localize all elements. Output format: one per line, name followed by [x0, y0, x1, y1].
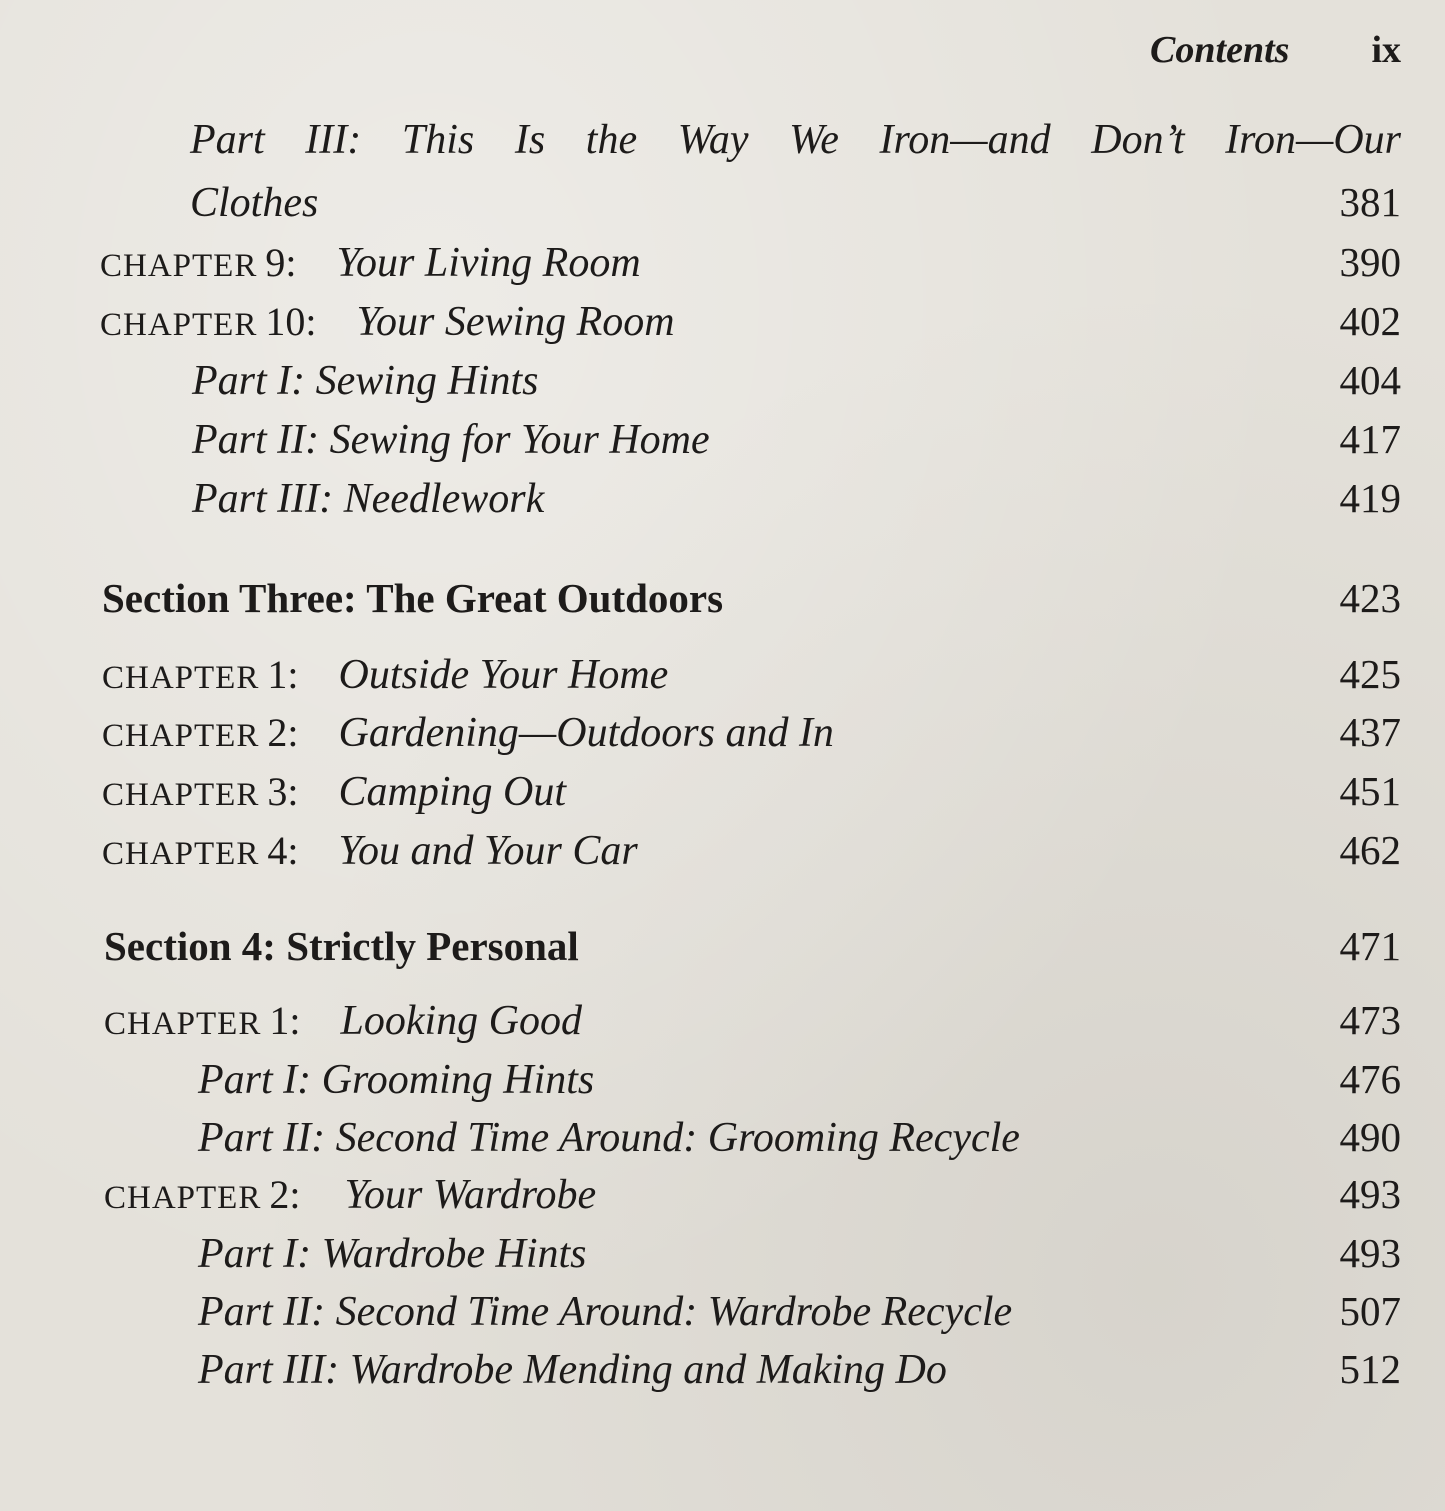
toc-page-number: 404	[1339, 357, 1401, 403]
chapter-label: CHAPTER	[102, 777, 260, 813]
toc-section-three	[0, 574, 1401, 630]
toc-page-number: 381	[1339, 179, 1401, 225]
toc-section-four	[0, 922, 1401, 978]
chapter-number: 4:	[267, 828, 299, 873]
toc-page-number: 423	[1339, 575, 1401, 621]
page-header	[1150, 28, 1401, 72]
toc-part-iron-line2	[0, 178, 1401, 234]
toc-page-number: 507	[1339, 1288, 1401, 1334]
toc-page-number: 451	[1339, 768, 1401, 814]
chapter-label: CHAPTER	[100, 248, 258, 284]
part-title: Part I: Sewing Hints	[192, 358, 539, 404]
toc-part-sewing-home	[0, 415, 1401, 471]
toc-page-number: 476	[1339, 1056, 1401, 1102]
toc-page-number: 473	[1339, 997, 1401, 1043]
toc-page-number: 493	[1339, 1230, 1401, 1276]
section-title: Section 4: Strictly Personal	[104, 923, 579, 969]
toc-page-number: 417	[1339, 416, 1401, 462]
chapter-number: 2:	[269, 1172, 301, 1217]
toc-part-wardrobe-hints	[0, 1229, 1401, 1285]
toc-s3-chapter-1	[0, 650, 1401, 706]
part-title: Part III: Needlework	[192, 476, 545, 522]
toc-page-number: 493	[1339, 1171, 1401, 1217]
toc-part-sewing-hints	[0, 356, 1401, 412]
toc-part-grooming-recycle	[0, 1113, 1401, 1169]
part-title: Clothes	[190, 180, 319, 226]
chapter-label: CHAPTER	[104, 1006, 262, 1042]
chapter-label: CHAPTER	[100, 307, 258, 343]
page-number: ix	[1371, 29, 1401, 71]
chapter-number: 2:	[267, 710, 299, 755]
toc-page-number: 462	[1339, 827, 1401, 873]
part-title: Part I: Grooming Hints	[198, 1057, 595, 1103]
toc-page-number: 390	[1339, 239, 1401, 285]
part-title: Part II: Second Time Around: Grooming Recycle	[198, 1115, 1020, 1161]
toc-s4-chapter-1	[0, 996, 1401, 1052]
toc-part-iron-line1: Part III: This Is the Way We Iron—and Don’t Iron—Our	[190, 117, 1401, 163]
toc-chapter-9	[0, 238, 1401, 294]
toc-s3-chapter-2	[0, 708, 1401, 764]
toc-page-number: 425	[1339, 651, 1401, 697]
toc-page-number: 512	[1339, 1346, 1401, 1392]
chapter-number: 3:	[267, 769, 299, 814]
toc-page-number: 402	[1339, 298, 1401, 344]
chapter-title: Your Wardrobe	[344, 1172, 597, 1218]
part-title: Part II: Second Time Around: Wardrobe Recycle	[198, 1289, 1013, 1335]
part-title: Part I: Wardrobe Hints	[198, 1231, 587, 1277]
chapter-title: You and Your Car	[338, 828, 638, 874]
running-title: Contents	[1150, 29, 1290, 71]
toc-part-wardrobe-mending	[0, 1345, 1401, 1401]
toc-page-number: 419	[1339, 475, 1401, 521]
chapter-title: Gardening—Outdoors and In	[338, 710, 834, 756]
chapter-label: CHAPTER	[104, 1180, 262, 1216]
chapter-title: Camping Out	[338, 769, 566, 815]
toc-s4-chapter-2	[0, 1170, 1401, 1226]
chapter-number: 1:	[269, 998, 301, 1043]
chapter-label: CHAPTER	[102, 718, 260, 754]
toc-s3-chapter-4	[0, 826, 1401, 882]
chapter-label: CHAPTER	[102, 660, 260, 696]
toc-page-number: 471	[1339, 923, 1401, 969]
chapter-title: Outside Your Home	[338, 652, 669, 698]
chapter-number: 10:	[265, 299, 317, 344]
chapter-title: Your Living Room	[336, 240, 641, 286]
chapter-number: 9:	[265, 240, 297, 285]
part-title: Part II: Sewing for Your Home	[192, 417, 710, 463]
chapter-title: Looking Good	[340, 998, 582, 1044]
chapter-title: Your Sewing Room	[356, 299, 675, 345]
toc-page-number: 437	[1339, 709, 1401, 755]
toc-s3-chapter-3	[0, 767, 1401, 823]
toc-part-needlework	[0, 474, 1401, 530]
toc-chapter-10	[0, 297, 1401, 353]
chapter-number: 1:	[267, 652, 299, 697]
chapter-label: CHAPTER	[102, 836, 260, 872]
part-title: Part III: Wardrobe Mending and Making Do	[198, 1347, 947, 1393]
toc-part-wardrobe-recycle	[0, 1287, 1401, 1343]
toc-part-grooming-hints	[0, 1055, 1401, 1111]
section-title: Section Three: The Great Outdoors	[102, 575, 724, 621]
toc-page-number: 490	[1339, 1114, 1401, 1160]
